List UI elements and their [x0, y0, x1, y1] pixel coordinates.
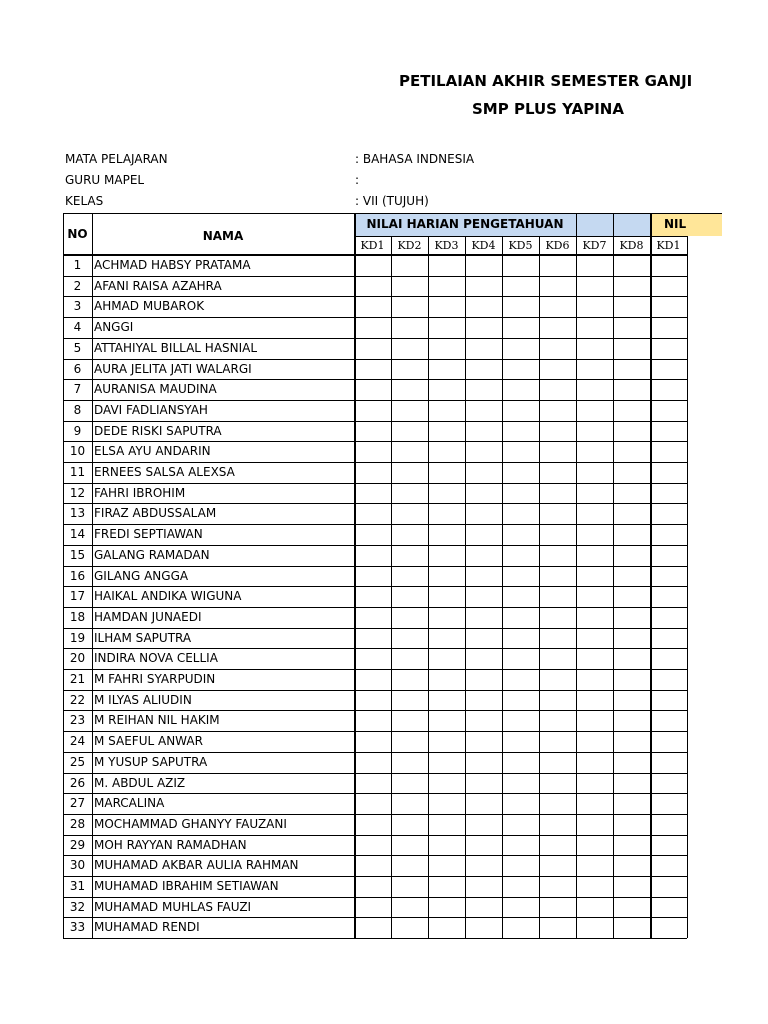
grid-line — [63, 276, 687, 277]
table-row-nama: INDIRA NOVA CELLIA — [94, 651, 218, 666]
grid-line — [63, 835, 687, 836]
table-row-nama: MUHAMAD IBRAHIM SETIAWAN — [94, 879, 279, 893]
grid-line — [391, 236, 392, 938]
table-row-no: 12 — [69, 485, 86, 500]
meta-label-teacher: GURU MAPEL — [65, 173, 145, 187]
header-nama: NAMA — [202, 229, 244, 243]
grid-line — [63, 483, 687, 484]
table-row-nama: ANGGI — [94, 320, 134, 335]
grid-line — [63, 938, 687, 939]
grid-line — [63, 338, 687, 339]
table-row-no: 32 — [69, 899, 86, 914]
grid-line — [428, 236, 429, 938]
header-kd: KD2 — [397, 239, 422, 252]
table-row-no: 17 — [69, 589, 86, 604]
table-row-no: 1 — [73, 258, 82, 272]
meta-label-subject: MATA PELAJARAN — [65, 152, 168, 166]
table-row-nama: ELSA AYU ANDARIN — [94, 444, 211, 459]
table-row-no: 9 — [73, 423, 82, 438]
grid-line — [63, 773, 687, 774]
grid-line — [576, 213, 577, 938]
table-row-no: 24 — [69, 734, 86, 749]
table-row-nama: AURA JELITA JATI WALARGI — [94, 361, 252, 376]
grid-line — [63, 752, 687, 753]
grid-line — [63, 462, 687, 463]
grid-line — [613, 213, 614, 938]
grid-line — [63, 648, 687, 649]
grid-line — [63, 441, 687, 442]
table-row-nama: M ILYAS ALIUDIN — [94, 692, 192, 707]
grid-line — [63, 690, 687, 691]
table-row-nama: FIRAZ ABDUSSALAM — [94, 506, 217, 521]
table-row-nama: ERNEES SALSA ALEXSA — [94, 465, 235, 479]
header-no: NO — [67, 227, 88, 241]
grid-line — [63, 213, 64, 938]
header-group-harian-label: NILAI HARIAN PENGETAHUAN — [366, 217, 564, 231]
header-extra-kd7 — [576, 213, 613, 236]
table-row-no: 4 — [73, 320, 82, 335]
grid-line — [63, 586, 687, 587]
table-row-no: 21 — [69, 672, 86, 686]
header-kd: KD3 — [434, 239, 459, 252]
table-row-no: 30 — [69, 858, 86, 873]
grid-line — [63, 897, 687, 898]
table-row-nama: MOCHAMMAD GHANYY FAUZANI — [94, 816, 287, 831]
grid-line — [63, 213, 722, 214]
table-row-no: 8 — [73, 402, 82, 417]
table-row-no: 29 — [69, 837, 86, 852]
grid-line — [63, 317, 687, 318]
header-kd: KD1 — [360, 239, 385, 252]
table-row-no: 19 — [69, 630, 86, 645]
grid-line — [63, 400, 687, 401]
meta-value-class: : VII (TUJUH) — [355, 194, 429, 208]
table-row-no: 5 — [73, 340, 82, 355]
meta-value-subject: : BAHASA INDNESIA — [355, 152, 475, 166]
grid-line — [650, 213, 652, 938]
grid-line — [63, 566, 687, 567]
meta-label-class: KELAS — [65, 194, 104, 208]
table-row-no: 33 — [69, 920, 86, 935]
table-row-nama: DEDE RISKI SAPUTRA — [94, 423, 222, 438]
header-kd: KD4 — [471, 239, 496, 252]
table-row-nama: MOH RAYYAN RAMADHAN — [94, 837, 247, 852]
table-row-nama: ILHAM SAPUTRA — [94, 630, 192, 645]
table-row-no: 7 — [73, 382, 82, 397]
table-row-nama: GALANG RAMADAN — [94, 547, 210, 562]
table-row-no: 23 — [69, 713, 86, 728]
table-row-nama: MUHAMAD AKBAR AULIA RAHMAN — [94, 858, 299, 873]
grid-line — [687, 236, 688, 938]
grid-line — [63, 793, 687, 794]
table-row-nama: AFANI RAISA AZAHRA — [94, 278, 222, 293]
grid-line — [63, 607, 687, 608]
grid-line — [63, 359, 687, 360]
table-row-no: 14 — [69, 527, 86, 542]
grid-line — [63, 731, 687, 732]
table-row-no: 13 — [69, 506, 86, 521]
table-row-no: 15 — [69, 547, 86, 562]
table-row-no: 11 — [69, 465, 86, 479]
grid-line — [63, 710, 687, 711]
grid-line — [465, 236, 466, 938]
table-row-no: 26 — [69, 775, 86, 790]
grid-line — [354, 213, 356, 938]
school-name: SMP PLUS YAPINA — [472, 100, 624, 118]
meta-value-teacher: : — [355, 173, 360, 187]
table-row-nama: HAIKAL ANDIKA WIGUNA — [94, 589, 242, 604]
table-row-nama: M FAHRI SYARPUDIN — [94, 672, 216, 686]
grid-line — [63, 917, 687, 918]
table-row-no: 27 — [69, 796, 86, 811]
table-row-nama: AHMAD MUBAROK — [94, 299, 205, 314]
table-row-nama: MARCALINA — [94, 796, 165, 811]
table-row-no: 31 — [69, 879, 86, 893]
grid-line — [63, 254, 687, 256]
header-kd: KD5 — [508, 239, 533, 252]
table-row-no: 18 — [69, 609, 86, 624]
header-kd: KD6 — [545, 239, 570, 252]
header-kd: KD8 — [619, 239, 644, 252]
table-row-no: 10 — [69, 444, 86, 459]
grid-line — [63, 503, 687, 504]
grid-line — [63, 421, 687, 422]
table-row-no: 25 — [69, 754, 86, 769]
table-row-nama: FAHRI IBROHIM — [94, 485, 186, 500]
grid-line — [63, 379, 687, 380]
table-row-no: 20 — [69, 651, 86, 666]
table-row-nama: ACHMAD HABSY PRATAMA — [94, 258, 251, 272]
grid-line — [63, 628, 687, 629]
table-row-no: 22 — [69, 692, 86, 707]
table-row-nama: M REIHAN NIL HAKIM — [94, 713, 220, 728]
table-row-nama: M. ABDUL AZIZ — [94, 775, 186, 790]
grid-line — [63, 669, 687, 670]
table-row-nama: M YUSUP SAPUTRA — [94, 754, 208, 769]
table-row-no: 3 — [73, 299, 82, 314]
grid-line — [63, 524, 687, 525]
grid-line — [502, 236, 503, 938]
grid-line — [63, 296, 687, 297]
table-row-no: 2 — [73, 278, 82, 293]
grid-line — [63, 814, 687, 815]
table-row-no: 16 — [69, 568, 86, 583]
header-kd: KD7 — [582, 239, 607, 252]
table-row-nama: AURANISA MAUDINA — [94, 382, 217, 397]
table-row-nama: M SAEFUL ANWAR — [94, 734, 203, 749]
table-row-nama: GILANG ANGGA — [94, 568, 189, 583]
table-row-nama: ATTAHIYAL BILLAL HASNIAL — [94, 340, 258, 355]
grid-line — [539, 236, 540, 938]
header-kd: KD1 — [656, 239, 681, 252]
header-extra-kd8 — [613, 213, 650, 236]
table-row-nama: HAMDAN JUNAEDI — [94, 609, 202, 624]
table-row-nama: DAVI FADLIANSYAH — [94, 402, 208, 417]
table-row-nama: MUHAMAD MUHLAS FAUZI — [94, 899, 252, 914]
table-row-no: 6 — [73, 361, 82, 376]
header-group-next-label: NIL — [664, 217, 687, 231]
grid-line — [63, 855, 687, 856]
grid-line — [63, 876, 687, 877]
table-row-nama: MUHAMAD RENDI — [94, 920, 200, 935]
grid-line — [354, 236, 687, 237]
table-row-no: 28 — [69, 816, 86, 831]
table-row-nama: FREDI SEPTIAWAN — [94, 527, 203, 542]
grid-line — [92, 213, 93, 938]
document-title: PETILAIAN AKHIR SEMESTER GANJI — [399, 72, 693, 90]
grid-line — [63, 545, 687, 546]
